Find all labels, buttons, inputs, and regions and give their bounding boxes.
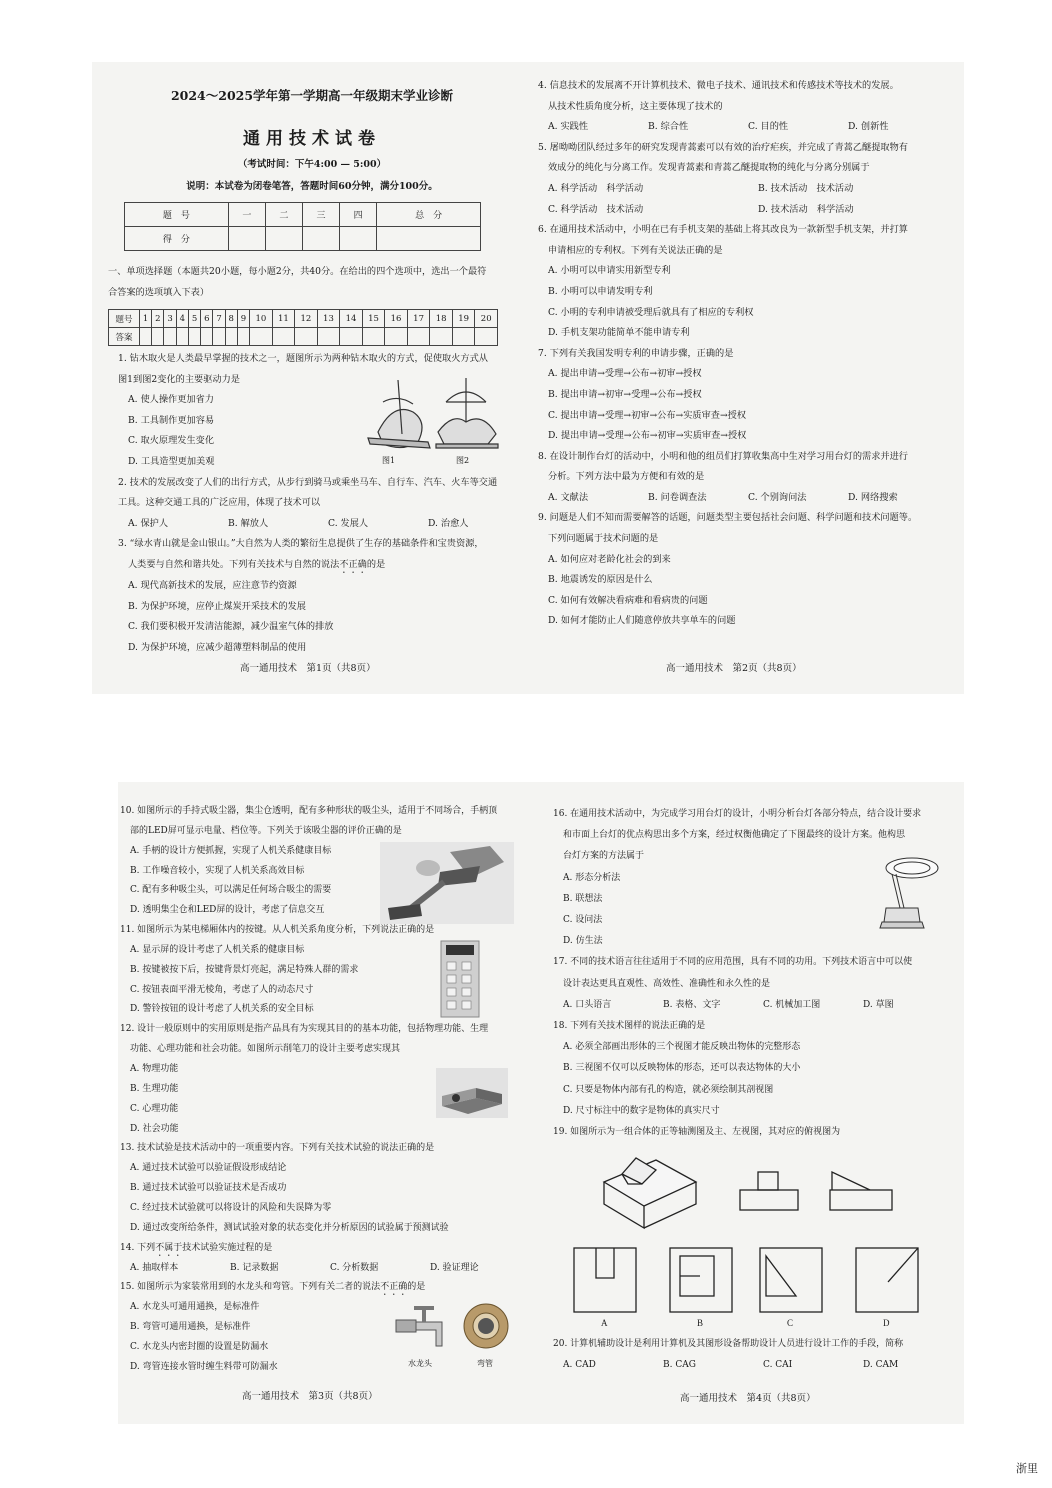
q16-option-a: A. 形态分析法 (563, 872, 621, 883)
q10-option-d: D. 透明集尘仓和LED屏的设计，考虑了信息交互 (130, 905, 325, 916)
score-table (124, 202, 481, 251)
q3-option-b: B. 为保护环境，应停止煤炭开采技术的发展 (128, 600, 306, 612)
q3-option-d: D. 为保护环境，应减少超薄塑料制品的使用 (128, 641, 307, 653)
answer-blank-cell[interactable] (295, 328, 318, 346)
q4-option-c: C. 目的性 (748, 121, 789, 133)
q1-option-a: A. 使人操作更加省力 (128, 394, 214, 406)
score-blank-cell[interactable] (377, 227, 481, 251)
section1-text-line: 合答案的选项填入下表） (108, 286, 210, 298)
answer-blank-cell[interactable] (140, 328, 152, 346)
q7-option-c: C. 提出申请→受理→初审→公布→实质审查→授权 (548, 409, 747, 421)
q10-stem: 10. 如图所示的手持式吸尘器，集尘仓透明，配有多种形状的吸尘头，适用于不同场合，手柄顶 (120, 806, 498, 816)
q11-option-a: A. 显示屏的设计考虑了人机关系的健康目标 (130, 944, 305, 955)
q2-option-a: A. 保护人 (128, 517, 169, 529)
q15-stem (120, 1278, 530, 1298)
q1-option-d: D. 工具造型更加美观 (128, 455, 215, 467)
q20-option-d: D. CAM (863, 1360, 899, 1370)
answer-blank-cell[interactable] (213, 328, 225, 346)
answer-number-cell: 3 (164, 310, 176, 328)
q17-stem: 17. 不同的技术语言往往适用于不同的应用范围，具有不同的功用。下列技术语言中可以使 (553, 957, 913, 968)
q3-stem (118, 555, 528, 576)
q9-option-d: D. 如何才能防止人们随意停放共享单车的问题 (548, 615, 736, 627)
answer-blank-cell[interactable] (475, 328, 498, 346)
score-blank-cell[interactable] (340, 227, 377, 251)
q5-option-b: B. 技术活动 技术活动 (758, 182, 854, 194)
answer-number-cell: 8 (225, 310, 237, 328)
q3-option-a: A. 现代高新技术的发展，应注意节约资源 (128, 579, 297, 591)
answer-number-cell: 2 (152, 310, 164, 328)
answer-number-cell: 10 (250, 310, 273, 328)
q4-option-d: D. 创新性 (848, 121, 889, 133)
q16-option-b: B. 联想法 (563, 893, 603, 904)
q3-stem: 3. “绿水青山就是金山银山。”大自然为人类的繁衍生息提供了生存的基础条件和宝贵资源， (118, 538, 484, 550)
answer-number-cell: 20 (475, 310, 498, 328)
answer-number-cell: 4 (176, 310, 188, 328)
q11-option-b: B. 按键被按下后，按键背景灯亮起，满足特殊人群的需求 (130, 964, 359, 975)
q7-option-d: D. 提出申请→受理→公布→初审→实质审查→授权 (548, 430, 747, 442)
answer-blank-cell[interactable] (237, 328, 249, 346)
q13-option-c: C. 经过技术试验就可以将设计的风险和失误降为零 (130, 1202, 332, 1213)
answer-number-cell: 6 (201, 310, 213, 328)
option-b-view (670, 1248, 732, 1312)
q20-option-c: C. CAI (763, 1360, 793, 1370)
q13-option-b: B. 通过技术试验可以验证技术是否成功 (130, 1183, 287, 1194)
q15-stem-emphasis: 不正确 (380, 1282, 408, 1293)
section1-text-line: 一、单项选择题（本题共20小题，每小题2分，共40分。在给出的四个选项中，选出一个最符 (108, 266, 487, 277)
q9-option-b: B. 地震诱发的原因是什么 (548, 574, 653, 586)
answer-number-cell: 16 (385, 310, 408, 328)
q14-option-a: A. 抽取样本 (130, 1262, 179, 1273)
q13-option-d: D. 通过改变所给条件，测试试验对象的状态变化并分析原因的试验属于预测试验 (130, 1222, 449, 1233)
answer-table (108, 309, 498, 346)
q8-stem: 分析。下列方法中最为方便和有效的是 (548, 471, 705, 483)
q1-option-c: C. 取火原理发生变化 (128, 435, 215, 447)
page4-footer: 高一通用技术 第4页（共8页） (680, 1393, 816, 1404)
q10-option-b: B. 工作噪音较小，实现了人机关系高效目标 (130, 865, 305, 876)
q18-option-c: C. 只要是物体内部有孔的构造，就必须绘制其剖视图 (563, 1084, 774, 1095)
score-header-cell: 二 (265, 203, 302, 227)
q2-stem: 2. 技术的发展改变了人们的出行方式，从步行到骑马或乘坐马车、自行车、汽车、火车等交通 (118, 476, 498, 488)
q3-stem-part: 的是 (366, 558, 386, 570)
q1-option-b: B. 工具制作更加容易 (128, 414, 215, 426)
q18-option-d: D. 尺寸标注中的数字是物体的真实尺寸 (563, 1105, 720, 1116)
q9-option-c: C. 如何有效解决看病难和看病贵的问题 (548, 594, 708, 606)
q19-label-a: A (601, 1318, 608, 1328)
q14-option-d: D. 验证理论 (430, 1262, 479, 1273)
q5-options-row2 (538, 200, 968, 221)
q11-option-c: C. 按钮表面平滑无棱角，考虑了人的动态尺寸 (130, 984, 314, 995)
q15-stem-part: 的是 (407, 1282, 426, 1293)
vacuum-cleaner-photo (380, 842, 514, 924)
pencil-sharpener-photo (436, 1068, 508, 1118)
q2-option-d: D. 治愈人 (428, 517, 469, 529)
answer-number-cell: 15 (362, 310, 385, 328)
q2-option-c: C. 发展人 (328, 517, 369, 529)
q18-option-b: B. 三视图不仅可以反映物体的形态，还可以表达物体的大小 (563, 1063, 801, 1074)
q2-stem: 工具。这种交通工具的广泛应用，体现了技术可以 (118, 497, 321, 509)
q9-stem: 下列问题属于技术问题的是 (548, 533, 659, 545)
q6-option-b: B. 小明可以申请发明专利 (548, 285, 653, 297)
score-header-cell: 四 (340, 203, 377, 227)
q15-option-c: C. 水龙头内密封圈的设置是防漏水 (130, 1342, 269, 1353)
fire-drill-figure-2 (436, 378, 498, 448)
fire-drill-figure-1 (368, 380, 430, 448)
answer-blank-cell[interactable] (176, 328, 188, 346)
q11-option-d: D. 警铃按钮的设计考虑了人机关系的安全目标 (130, 1004, 314, 1015)
q12-option-b: B. 生理功能 (130, 1083, 179, 1094)
answer-blank-cell[interactable] (340, 328, 363, 346)
answer-row-label: 答案 (109, 328, 140, 346)
q14-stem (120, 1239, 530, 1259)
score-row-label: 得 分 (125, 227, 229, 251)
q5-option-d: D. 技术活动 科学活动 (758, 203, 854, 215)
isometric-drawing (604, 1158, 696, 1228)
q14-stem-part: 14. 下列 (120, 1242, 156, 1253)
q17-option-a: A. 口头语言 (563, 999, 612, 1010)
answer-blank-cell[interactable] (362, 328, 385, 346)
q19-label-d: D (883, 1318, 890, 1328)
score-header-cell: 总 分 (377, 203, 481, 227)
page1-footer: 高一通用技术 第1页（共8页） (240, 663, 376, 674)
score-blank-cell[interactable] (265, 227, 302, 251)
q7-stem: 7. 下列有关我国发明专利的申请步骤，正确的是 (538, 347, 734, 359)
desk-lamp-drawing (862, 848, 942, 938)
elevator-button-panel (440, 940, 480, 1018)
q6-option-c: C. 小明的专利申请被受理后就具有了相应的专利权 (548, 306, 754, 318)
answer-number-cell: 14 (340, 310, 363, 328)
page4-questions-b (553, 1334, 963, 1376)
q19-three-view-drawings (570, 1154, 920, 1330)
q8-option-c: C. 个别询问法 (748, 491, 807, 503)
q16-stem: 台灯方案的方法属于 (563, 851, 645, 862)
q17-option-b: B. 表格、文字 (663, 999, 721, 1010)
q15-stem-part: 15. 如图所示为家装常用到的水龙头和弯管。下列有关二者的说法 (120, 1282, 381, 1293)
page2-questions (538, 76, 968, 632)
q8-stem: 8. 在设计制作台灯的活动中，小明和他的组员们打算收集高中生对学习用台灯的需求并进行 (538, 450, 908, 462)
q5-stem: 效成分的纯化与分离工作。发现青蒿素和青蒿乙醚提取物的纯化与分离分别属于 (548, 162, 870, 174)
q14-options (120, 1259, 530, 1279)
page2-footer: 高一通用技术 第2页（共8页） (666, 663, 802, 674)
q12-stem: 功能、心理功能和社会功能。如图所示削笔刀的设计主要考虑实现其 (130, 1044, 401, 1055)
exam-time: （考试时间：下午4:00 — 5:00） (237, 159, 387, 170)
q2-options (118, 514, 528, 535)
fire-drill-figures (358, 372, 503, 454)
q12-option-c: C. 心理功能 (130, 1103, 179, 1114)
q14-option-b: B. 记录数据 (230, 1262, 279, 1273)
answer-number-cell: 13 (317, 310, 340, 328)
q15-option-a: A. 水龙头可通用通换，是标准件 (130, 1302, 260, 1313)
q4-stem: 从技术性质角度分析，这主要体现了技术的 (548, 100, 723, 112)
faucet-icon (396, 1306, 442, 1346)
q9-stem: 9. 问题是人们不知而需要解答的话题，问题类型主要包括社会问题、科学问题和技术问题等。 (538, 512, 918, 524)
answer-number-cell: 12 (295, 310, 318, 328)
answer-blank-cell[interactable] (152, 328, 164, 346)
answer-number-cell: 19 (452, 310, 475, 328)
q4-option-a: A. 实践性 (548, 121, 589, 133)
answer-number-cell: 17 (407, 310, 430, 328)
faucet-and-elbow-photos (392, 1300, 516, 1356)
q12-stem: 12. 设计一般原则中的实用原则是指产品具有为实现其目的的基本功能，包括物理功能、生理 (120, 1024, 489, 1035)
q8-option-a: A. 文献法 (548, 491, 589, 503)
q5-stem: 5. 屠呦呦团队经过多年的研究发现青蒿素可以有效的治疗疟疾，并完成了青蒿乙醚提取物有 (538, 141, 908, 153)
q14-stem-part: 技术试验实施过程的是 (182, 1242, 273, 1253)
q6-stem: 6. 在通用技术活动中，小明在已有手机支架的基础上将其改良为一款新型手机支架，并打算 (538, 224, 908, 236)
fig1-caption: 图1 (382, 456, 396, 465)
section1-heading (108, 262, 486, 303)
exam-note: 说明：本试卷为闭卷笔答，答题时间60分钟，满分100分。 (186, 181, 438, 192)
page3-footer: 高一通用技术 第3页（共8页） (242, 1391, 378, 1402)
option-d-view (856, 1248, 918, 1312)
q14-option-c: C. 分析数据 (330, 1262, 379, 1273)
q3-stem-emphasis: 不正确 (339, 558, 367, 570)
answer-number-cell: 9 (237, 310, 249, 328)
q17-options (553, 995, 963, 1016)
q18-option-a: A. 必须全部画出形体的三个视图才能反映出物体的完整形态 (563, 1042, 801, 1053)
answer-blank-cell[interactable] (430, 328, 453, 346)
answer-blank-cell[interactable] (385, 328, 408, 346)
q16-option-c: C. 设问法 (563, 915, 603, 926)
q10-stem: 部的LED屏可显示电量、档位等。下列关于该吸尘器的评价正确的是 (130, 825, 402, 836)
q9-option-a: A. 如何应对老龄化社会的到来 (548, 553, 671, 565)
answer-blank-cell[interactable] (407, 328, 430, 346)
answer-blank-cell[interactable] (317, 328, 340, 346)
q8-options (538, 488, 968, 509)
score-blank-cell[interactable] (228, 227, 265, 251)
answer-blank-cell[interactable] (272, 328, 295, 346)
q13-option-a: A. 通过技术试验可以验证假设形成结论 (130, 1163, 287, 1174)
answer-blank-cell[interactable] (250, 328, 273, 346)
q3-option-c: C. 我们要积极开发清洁能源，减少温室气体的排放 (128, 621, 334, 633)
q16-option-d: D. 仿生法 (563, 936, 603, 947)
q6-stem: 申请相应的专利权。下列有关说法正确的是 (548, 244, 723, 256)
q20-options (553, 1355, 963, 1376)
score-header-cell: 一 (228, 203, 265, 227)
option-c-view (760, 1248, 822, 1312)
score-header-cell: 三 (302, 203, 339, 227)
left-view (830, 1172, 892, 1210)
answer-number-cell: 1 (140, 310, 152, 328)
q14-stem-emphasis: 不属于 (155, 1242, 183, 1253)
q1-stem: 1. 钻木取火是人类最早掌握的技术之一，题图所示为两种钻木取火的方式，促使取火方式从 (118, 353, 488, 364)
answer-blank-cell[interactable] (452, 328, 475, 346)
q13-stem: 13. 技术试验是技术活动中的一项重要内容。下列有关技术试验的说法正确的是 (120, 1143, 435, 1154)
elbow-caption: 弯管 (477, 1359, 493, 1368)
q5-options-row1 (538, 179, 968, 200)
q7-option-b: B. 提出申请→初审→受理→公布→授权 (548, 388, 702, 400)
q20-stem: 20. 计算机辅助设计是利用计算机及其图形设备帮助设计人员进行设计工作的手段，简称 (553, 1339, 904, 1349)
answer-number-cell: 18 (430, 310, 453, 328)
q12-option-a: A. 物理功能 (130, 1063, 179, 1074)
q11-stem: 11. 如图所示为某电梯厢体内的按键。从人机关系角度分析，下列说法正确的是 (120, 925, 435, 936)
front-view (740, 1172, 798, 1210)
q8-option-b: B. 问卷调查法 (648, 491, 707, 503)
q19-label-c: C (787, 1318, 794, 1328)
q4-option-b: B. 综合性 (648, 121, 689, 133)
q6-option-a: A. 小明可以申请实用新型专利 (548, 265, 671, 277)
answer-number-cell: 11 (272, 310, 295, 328)
q2-option-b: B. 解放人 (228, 517, 269, 529)
q16-stem: 和市面上台灯的优点构思出多个方案，经过权衡他确定了下图最终的设计方案。他构思 (563, 830, 906, 841)
answer-number-cell: 7 (213, 310, 225, 328)
answer-blank-cell[interactable] (201, 328, 213, 346)
q20-option-b: B. CAG (663, 1360, 696, 1370)
q17-option-d: D. 草图 (863, 999, 894, 1010)
faucet-caption: 水龙头 (408, 1359, 432, 1368)
q17-stem: 设计表达更具直观性、高效性、准确性和永久性的是 (563, 978, 771, 989)
q12-option-d: D. 社会功能 (130, 1123, 179, 1134)
q5-option-c: C. 科学活动 技术活动 (548, 203, 644, 215)
fig2-caption: 图2 (456, 456, 470, 465)
exam-subject: 通用技术试卷 (243, 129, 381, 149)
answer-blank-cell[interactable] (164, 328, 176, 346)
q3-stem-part: 人类要与自然和谐共处。下列有关技术与自然的说法 (128, 558, 340, 570)
score-header-cell: 题 号 (125, 203, 229, 227)
q18-stem: 18. 下列有关技术图样的说法正确的是 (553, 1021, 706, 1032)
q20-option-a: A. CAD (563, 1360, 596, 1370)
q6-option-d: D. 手机支架功能简单不能申请专利 (548, 327, 690, 339)
q7-option-a: A. 提出申请→受理→公布→初审→授权 (548, 368, 702, 380)
answer-blank-cell[interactable] (188, 328, 200, 346)
exam-title: 2024～2025学年第一学期高一年级期末学业诊断 (170, 88, 454, 103)
q15-option-d: D. 弯管连接水管时缠生料带可防漏水 (130, 1361, 278, 1372)
q1-stem: 图1到图2变化的主要驱动力是 (118, 373, 240, 385)
q4-stem: 4. 信息技术的发展离不开计算机技术、微电子技术、通讯技术和传感技术等技术的发展。 (538, 80, 899, 91)
q15-option-b: B. 弯管可通用通换，是标准件 (130, 1322, 251, 1333)
q16-stem: 16. 在通用技术活动中，为完成学习用台灯的设计，小明分析台灯各部分特点，结合设计要求 (553, 809, 922, 819)
q5-option-a: A. 科学活动 科学活动 (548, 182, 644, 194)
q19-label-b: B (697, 1318, 704, 1328)
q17-option-c: C. 机械加工图 (763, 999, 821, 1010)
answer-blank-cell[interactable] (225, 328, 237, 346)
score-blank-cell[interactable] (302, 227, 339, 251)
answer-row-label: 题号 (109, 310, 140, 328)
q19-stem: 19. 如图所示为一组合体的正等轴测图及主、左视图，其对应的俯视图为 (553, 1127, 841, 1138)
option-a-view (574, 1248, 636, 1312)
q4-options (538, 117, 968, 138)
answer-number-cell: 5 (188, 310, 200, 328)
elbow-pipe-icon (464, 1304, 508, 1348)
q10-option-c: C. 配有多种吸尘头，可以满足任何场合吸尘的需要 (130, 885, 332, 896)
q10-option-a: A. 手柄的设计方便抓握，实现了人机关系健康目标 (130, 845, 332, 856)
corner-watermark-text: 浙里 (1016, 1462, 1038, 1475)
q8-option-d: D. 网络搜索 (848, 491, 898, 503)
